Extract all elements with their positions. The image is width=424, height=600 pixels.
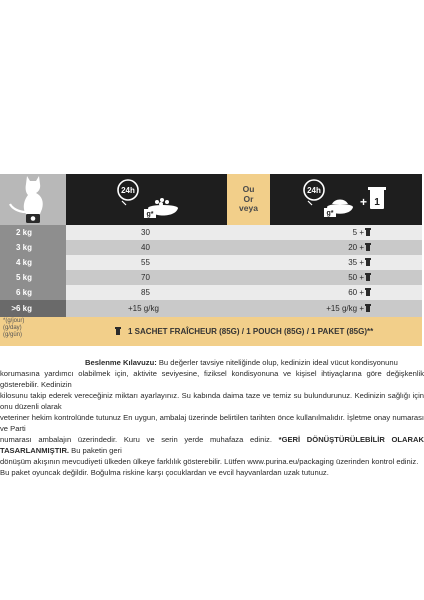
svg-text:24h: 24h xyxy=(121,186,135,195)
pouch-icon xyxy=(366,245,370,251)
pouch-note-band xyxy=(66,317,422,346)
weight-cell: 6 kg xyxy=(0,285,66,300)
guide-line: veteriner hekim kontrolünde tutunuz En uygun, ambalaj üzerinde belirtilen tarihten önce kullanılmalıdır. İşletme onay numarası ve Parti xyxy=(0,413,424,434)
clock-24h-icon xyxy=(304,180,324,205)
wet-amount: 50 + xyxy=(348,273,364,282)
cat-silhouette-icon xyxy=(0,174,66,225)
wet-amount: 20 + xyxy=(348,243,364,252)
weight-cell: 2 kg xyxy=(0,225,66,240)
dry-amount-cell xyxy=(66,255,227,270)
table-row xyxy=(0,240,422,255)
or-cell xyxy=(227,270,270,285)
dry-amount: 30 xyxy=(141,228,150,237)
wet-amount: +15 g/kg + xyxy=(326,304,364,313)
pouch-icon xyxy=(116,329,120,335)
svg-text:+: + xyxy=(360,195,368,209)
guide-line: dönüşüm akışının mevcudiyeti ülkeden ülkeye farklılık gösterebilir. Lütfen www.purina.eu/packaging üzerinden kontrol ediniz. xyxy=(0,457,419,467)
wet-amount: 35 + xyxy=(348,258,364,267)
pouch-icon xyxy=(366,275,370,281)
table-row xyxy=(0,270,422,285)
dry-amount: 70 xyxy=(141,273,150,282)
pouch-note-text: 1 SACHET FRAÎCHEUR (85G) / 1 POUCH (85G) / 1 PAKET (85G)** xyxy=(128,327,374,336)
weight-cell: 5 kg xyxy=(0,270,66,285)
wet-amount-cell xyxy=(270,285,422,300)
or-cell xyxy=(227,300,270,317)
svg-text:g*: g* xyxy=(146,211,154,218)
weight-cell: 3 kg xyxy=(0,240,66,255)
table-row xyxy=(0,255,422,270)
guide-line: Bu paket oyuncak değildir. Boğulma riskine karşı çocuklardan ve evcil hayvanlardan uzak tutunuz. xyxy=(0,468,329,478)
guide-line: Bu değerler tavsiye niteliğinde olup, kedinizin ideal vücut kondisyonunu xyxy=(156,358,398,367)
feeding-guide-text xyxy=(0,357,424,479)
wet-amount: 60 + xyxy=(348,288,364,297)
table-row xyxy=(0,285,422,300)
dry-amount-cell xyxy=(66,270,227,285)
or-cell xyxy=(227,225,270,240)
dry-amount-cell xyxy=(66,300,227,317)
or-cell xyxy=(227,240,270,255)
dry-amount: 85 xyxy=(141,288,150,297)
dry-amount-cell xyxy=(66,285,227,300)
scale-icon xyxy=(26,214,40,223)
recycle-notice: *GERİ DÖNÜŞTÜRÜLEBİLİR OLARAK TASARLANMIŞTIR. xyxy=(0,435,424,456)
dry-amount-cell xyxy=(66,225,227,240)
pouch-icon xyxy=(366,230,370,236)
unit-footnote xyxy=(0,317,66,346)
or-cell xyxy=(227,255,270,270)
wet-food-header xyxy=(270,174,422,225)
svg-text:1: 1 xyxy=(374,197,380,208)
wet-amount-cell xyxy=(270,270,422,285)
unit-french: *(g/jour) xyxy=(3,318,25,324)
wet-amount: 5 + xyxy=(352,228,364,237)
or-french: Ou xyxy=(242,184,255,195)
or-cell xyxy=(227,285,270,300)
unit-turkish: (g/gün) xyxy=(3,332,23,338)
guide-line: Bu paketin geri xyxy=(69,446,122,456)
dry-amount: 55 xyxy=(141,258,150,267)
table-row xyxy=(0,225,422,240)
dry-amount: +15 g/kg xyxy=(128,304,159,313)
or-english: Or xyxy=(243,193,254,204)
svg-text:24h: 24h xyxy=(307,186,321,195)
dry-food-header xyxy=(66,174,227,225)
pouch-icon xyxy=(366,260,370,266)
wet-amount-cell xyxy=(270,300,422,317)
guide-line: korumasına yardımcı olabilmek için, aktivite seviyesine, fiziksel kondisyonuna ve kişisel ihtiyaçlarına göre değişkenlik gösterebilir. Kedinizin xyxy=(0,369,424,390)
dry-amount-cell xyxy=(66,240,227,255)
weight-cell: >6 kg xyxy=(0,300,66,317)
cat-header-cell xyxy=(0,174,66,225)
wet-amount-cell xyxy=(270,255,422,270)
wet-amount-cell xyxy=(270,240,422,255)
pouch-icon xyxy=(366,306,370,312)
weight-cell: 4 kg xyxy=(0,255,66,270)
unit-english: (g/day) xyxy=(3,325,22,331)
guide-line: numarası ambalajın üzerindedir. Kuru ve serin yerde muhafaza ediniz. xyxy=(0,435,272,445)
wet-bowl-icon xyxy=(324,200,353,218)
guide-line: kilosunu takip ederek vereceğiniz miktarı ayarlayınız. Su kabında daima taze ve temiz su bulundurunuz. Kedinizin sağlığı için onu düzenli olarak xyxy=(0,391,424,412)
table-row xyxy=(0,300,422,317)
guide-title: Beslenme Kılavuzu: xyxy=(85,358,157,367)
dry-amount: 40 xyxy=(141,243,150,252)
dry-bowl-icon xyxy=(144,198,178,218)
clock-24h-icon xyxy=(118,180,138,205)
svg-text:g*: g* xyxy=(326,210,334,217)
or-turkish: veya xyxy=(239,203,258,214)
pouch-icon xyxy=(366,290,370,296)
or-separator xyxy=(227,174,270,225)
pouch-icon xyxy=(368,187,386,209)
wet-amount-cell xyxy=(270,225,422,240)
